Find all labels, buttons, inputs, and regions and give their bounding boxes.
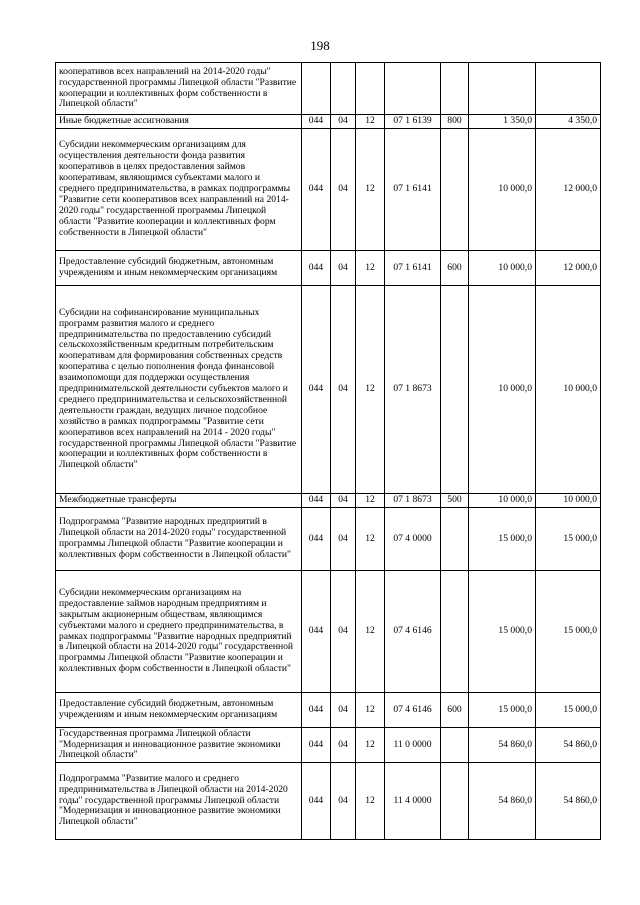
- cell-expense-type: [441, 508, 469, 571]
- row-description: Предоставление субсидий бюджетным, автономным учреждениям и иным некоммерческим организациям: [56, 251, 302, 286]
- table-row: [56, 728, 601, 763]
- cell-target-article: 07 4 6146: [385, 693, 441, 728]
- cell-expense-type: 800: [441, 115, 469, 129]
- cell-expense-type: [441, 763, 469, 840]
- row-description: Субсидии некоммерческим организациям на предоставление займов народным предприятиям и закрытым акционерным обществам, являющимся субъектами малого и среднего предпринимательства, в рамках подпрограммы "Развитие народных предприятий в Липецкой области на 2014-2020 годы" государственной программы Липецкой области "Развитие кооперации и коллективных форм собственности в Липецкой области": [56, 571, 302, 693]
- cell-expense-type: 600: [441, 251, 469, 286]
- row-description: кооперативов всех направлений на 2014-2020 годы" государственной программы Липецкой области "Развитие кооперации и коллективных форм собственности в Липецкой области": [56, 63, 302, 115]
- table-row: [56, 571, 601, 693]
- cell-amount-year-2: 15 000,0: [536, 693, 601, 728]
- cell-section-code: 04: [331, 693, 356, 728]
- cell-department-code: [302, 63, 331, 115]
- cell-amount-year-1: 54 860,0: [469, 728, 536, 763]
- cell-section-code: 04: [331, 763, 356, 840]
- cell-expense-type: [441, 129, 469, 251]
- row-description: Подпрограмма "Развитие народных предприятий в Липецкой области на 2014-2020 годы" государственной программы Липецкой области "Развитие кооперации и коллективных форм собственности в Липецкой области": [56, 508, 302, 571]
- cell-amount-year-2: 10 000,0: [536, 494, 601, 508]
- row-description: Субсидии некоммерческим организациям для осуществления деятельности фонда развития кооперативов в целях предоставления займов кооперативам, являющимся субъектами малого и среднего предпринимательства, в рамках подпрограммы "Развитие сети кооперативов всех направлений на 2014-2020 годы" государственной программы Липецкой области "Развитие кооперации и коллективных форм собственности в Липецкой области": [56, 129, 302, 251]
- table-row: [56, 129, 601, 251]
- budget-table: [55, 62, 601, 840]
- cell-target-article: 07 1 6139: [385, 115, 441, 129]
- cell-amount-year-2: 10 000,0: [536, 286, 601, 494]
- cell-subsection-code: 12: [356, 728, 385, 763]
- cell-section-code: 04: [331, 115, 356, 129]
- cell-target-article: 07 1 6141: [385, 129, 441, 251]
- cell-amount-year-2: [536, 63, 601, 115]
- cell-expense-type: [441, 286, 469, 494]
- cell-amount-year-1: [469, 63, 536, 115]
- cell-department-code: 044: [302, 115, 331, 129]
- cell-amount-year-2: 15 000,0: [536, 571, 601, 693]
- cell-department-code: 044: [302, 508, 331, 571]
- cell-subsection-code: 12: [356, 508, 385, 571]
- table-row: [56, 115, 601, 129]
- table-row: [56, 508, 601, 571]
- cell-expense-type: [441, 63, 469, 115]
- row-description: Субсидии на софинансирование муниципальных программ развития малого и среднего предпринимательства по предоставлению субсидий сельскохозяйственным кредитным потребительским кооперативам для формирования собственных средств кооператива с целью пополнения фонда финансовой взаимопомощи для поддержки осуществления предпринимательской деятельности субъектов малого и среднего предпринимательства и сельскохозяйственной деятельности граждан, ведущих личное подсобное хозяйство в рамках подпрограммы "Развитие сети кооперативов всех направлений на 2014 - 2020 годы" государственной программы Липецкой области "Развитие кооперации и коллективных форм собственности в Липецкой области": [56, 286, 302, 494]
- cell-amount-year-1: 15 000,0: [469, 508, 536, 571]
- cell-expense-type: [441, 728, 469, 763]
- table-row: [56, 494, 601, 508]
- cell-subsection-code: 12: [356, 115, 385, 129]
- cell-subsection-code: [356, 63, 385, 115]
- cell-target-article: 07 1 6141: [385, 251, 441, 286]
- table-row: [56, 251, 601, 286]
- cell-amount-year-1: 10 000,0: [469, 251, 536, 286]
- cell-expense-type: [441, 571, 469, 693]
- cell-subsection-code: 12: [356, 693, 385, 728]
- cell-amount-year-2: 12 000,0: [536, 129, 601, 251]
- cell-amount-year-2: 54 860,0: [536, 728, 601, 763]
- cell-department-code: 044: [302, 494, 331, 508]
- cell-target-article: 07 1 8673: [385, 494, 441, 508]
- cell-amount-year-1: 1 350,0: [469, 115, 536, 129]
- cell-target-article: 11 4 0000: [385, 763, 441, 840]
- cell-section-code: 04: [331, 571, 356, 693]
- cell-amount-year-2: 15 000,0: [536, 508, 601, 571]
- cell-target-article: [385, 63, 441, 115]
- cell-department-code: 044: [302, 693, 331, 728]
- cell-department-code: 044: [302, 763, 331, 840]
- cell-amount-year-1: 10 000,0: [469, 286, 536, 494]
- row-description: Предоставление субсидий бюджетным, автономным учреждениям и иным некоммерческим организациям: [56, 693, 302, 728]
- cell-amount-year-2: 54 860,0: [536, 763, 601, 840]
- cell-department-code: 044: [302, 129, 331, 251]
- page-number: 198: [310, 38, 330, 53]
- cell-section-code: 04: [331, 129, 356, 251]
- cell-section-code: 04: [331, 508, 356, 571]
- cell-amount-year-1: 10 000,0: [469, 129, 536, 251]
- cell-subsection-code: 12: [356, 251, 385, 286]
- cell-subsection-code: 12: [356, 129, 385, 251]
- row-description: Подпрограмма "Развитие малого и среднего предпринимательства в Липецкой области на 2014-2020 годы" государственной программы Липецкой области "Модернизация и инновационное развитие экономики Липецкой области": [56, 763, 302, 840]
- cell-section-code: 04: [331, 286, 356, 494]
- row-description: Иные бюджетные ассигнования: [56, 115, 302, 129]
- cell-department-code: 044: [302, 728, 331, 763]
- cell-target-article: 07 4 6146: [385, 571, 441, 693]
- table-row: [56, 693, 601, 728]
- cell-subsection-code: 12: [356, 494, 385, 508]
- cell-section-code: 04: [331, 728, 356, 763]
- cell-section-code: 04: [331, 251, 356, 286]
- row-description: Межбюджетные трансферты: [56, 494, 302, 508]
- cell-target-article: 07 4 0000: [385, 508, 441, 571]
- budget-table-body: [56, 63, 601, 840]
- cell-department-code: 044: [302, 571, 331, 693]
- table-row: [56, 286, 601, 494]
- table-row: [56, 63, 601, 115]
- cell-amount-year-1: 54 860,0: [469, 763, 536, 840]
- cell-subsection-code: 12: [356, 571, 385, 693]
- cell-expense-type: 600: [441, 693, 469, 728]
- cell-department-code: 044: [302, 251, 331, 286]
- table-row: [56, 763, 601, 840]
- cell-section-code: [331, 63, 356, 115]
- cell-amount-year-1: 15 000,0: [469, 693, 536, 728]
- row-description: Государственная программа Липецкой области "Модернизация и инновационное развитие экономики Липецкой области": [56, 728, 302, 763]
- cell-subsection-code: 12: [356, 763, 385, 840]
- cell-amount-year-1: 15 000,0: [469, 571, 536, 693]
- cell-department-code: 044: [302, 286, 331, 494]
- cell-subsection-code: 12: [356, 286, 385, 494]
- cell-amount-year-2: 4 350,0: [536, 115, 601, 129]
- cell-target-article: 07 1 8673: [385, 286, 441, 494]
- cell-section-code: 04: [331, 494, 356, 508]
- cell-target-article: 11 0 0000: [385, 728, 441, 763]
- cell-expense-type: 500: [441, 494, 469, 508]
- cell-amount-year-2: 12 000,0: [536, 251, 601, 286]
- cell-amount-year-1: 10 000,0: [469, 494, 536, 508]
